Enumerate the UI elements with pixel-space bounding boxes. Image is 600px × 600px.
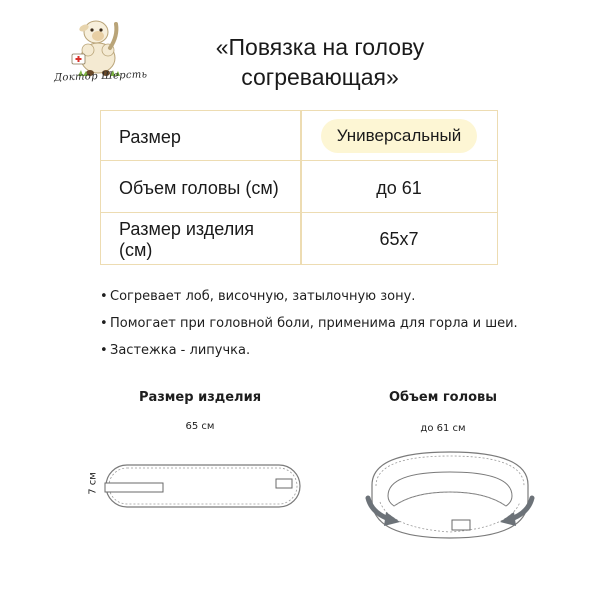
bullet-icon: •: [100, 343, 108, 358]
bullet-icon: •: [100, 289, 108, 304]
brand-name: Доктор Шерсть: [53, 69, 148, 84]
size-badge: Универсальный: [321, 119, 477, 153]
list-item: • Согревает лоб, височную, затылочную зону.: [100, 289, 416, 304]
product-height-label: 7 см: [87, 472, 99, 495]
ring-illustration: [360, 440, 540, 550]
page-title: [170, 32, 470, 92]
bullet-icon: •: [100, 316, 108, 331]
list-item: • Помогает при головной боли, применима для горла и шеи.: [100, 316, 518, 331]
head-volume-label: до 61 см: [420, 423, 466, 434]
product-length-label: 65 см: [185, 421, 215, 432]
row-label: Размер изделия (см): [119, 219, 254, 260]
feature-list: [100, 289, 570, 370]
title-line-1: «Повязка на голову: [215, 34, 425, 60]
row-label: Размер: [119, 127, 181, 147]
band-illustration: [100, 462, 306, 510]
table-row-size: [101, 111, 497, 161]
row-value: до 61: [376, 178, 422, 198]
table-row-product-size: [101, 213, 497, 264]
table-row-head-volume: [101, 161, 497, 213]
row-label: Объем головы (см): [119, 178, 279, 198]
spec-table: [100, 110, 498, 265]
title-line-2: согревающая»: [241, 64, 399, 90]
head-volume-heading: Объем головы: [388, 390, 498, 405]
list-item: • Застежка - липучка.: [100, 343, 251, 358]
row-value: 65х7: [379, 229, 419, 249]
product-size-heading: Размер изделия: [138, 390, 262, 405]
